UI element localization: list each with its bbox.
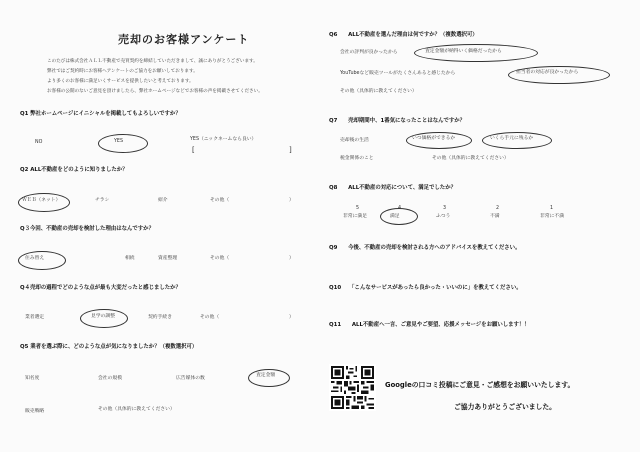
intro-line-3: より多くのお客様に満足いくサービスを提供したいと考えております。 <box>47 79 194 84</box>
q3-opt-other[interactable]: その他（ <box>210 256 230 261</box>
q4-label: Q４売却の過程でどのような点が最も大変だったと感じましたか？ <box>20 285 181 291</box>
q8-label-very-satisfied[interactable]: 非常に満足 <box>343 214 367 219</box>
q9-label: Q9 今後、不動産の売却を検討される方へのアドバイスを教えてください。 <box>329 245 521 251</box>
thank-you-message: ご協力ありがとうございました。 <box>454 403 556 411</box>
q1-bracket-right: ] <box>289 146 292 154</box>
q6-label: Q6 ALL不動産を選んだ理由は何ですか？（複数選択可） <box>329 32 478 38</box>
q6-opt-reputation[interactable]: 会社の評判が良かったから <box>340 50 398 55</box>
intro-line-1: このたびは株式会社ＡＬＬ不動産で売買契約を締結していただきまして、誠にありがとうございます。 <box>47 59 258 64</box>
q7-opt-life[interactable]: 売却後の生活 <box>340 138 369 143</box>
q7-label: Q7 売却期間中、1番気になったことはなんですか？ <box>329 118 466 124</box>
q2-label: Q2 ALL不動産をどのように知りましたか？ <box>20 167 128 173</box>
q8-num-2: 2 <box>496 206 500 211</box>
q7-opt-when[interactable]: いつ価格ができるか <box>412 136 456 141</box>
q8-label-satisfied[interactable]: 満足 <box>390 214 400 219</box>
q4-opt-other[interactable]: その他（ <box>200 315 220 320</box>
q1-bracket-left: [ <box>192 146 195 154</box>
q5-opt-strategy[interactable]: 販売戦略 <box>25 409 45 414</box>
qr-code-icon[interactable] <box>329 364 376 411</box>
q4-other-close: ） <box>289 315 294 320</box>
q8-label: Q8 ALL不動産の対応について、満足でしたか？ <box>329 185 456 191</box>
q5-opt-media[interactable]: 広告媒体の数 <box>176 376 205 381</box>
q4-opt-agent[interactable]: 業者選定 <box>25 315 45 320</box>
q5-opt-other[interactable]: その他（具体的に教えてください） <box>98 407 175 412</box>
q1-opt-yes-nickname[interactable]: YES（ニックネームなら良い） <box>190 137 257 142</box>
q8-num-4: 4 <box>398 206 402 211</box>
google-review-request: Googleの口コミ投稿にご意見・ご感想をお願いいたします。 <box>385 381 575 389</box>
q5-opt-assessment[interactable]: 査定金額 <box>256 373 276 378</box>
q6-opt-staff[interactable]: 担当者の対応が良かったから <box>516 70 579 75</box>
intro-line-2: 弊社ではご契約時にお客様へアンケートのご協力をお願いしております。 <box>47 69 198 74</box>
q2-other-close: ） <box>289 198 294 203</box>
q3-opt-asset[interactable]: 資産整理 <box>158 256 178 261</box>
q5-opt-size[interactable]: 会社の規模 <box>98 376 122 381</box>
q4-opt-viewing[interactable]: 見学の調整 <box>91 314 115 319</box>
q8-label-dissatisfied[interactable]: 不満 <box>490 214 500 219</box>
q2-opt-other[interactable]: その他（ <box>210 198 230 203</box>
q5-opt-fame[interactable]: 知名度 <box>25 376 40 381</box>
q8-num-3: 3 <box>443 206 447 211</box>
q8-label-normal[interactable]: ふつう <box>436 214 451 219</box>
q2-opt-web[interactable]: ＷＥＢ（ネット） <box>22 198 61 203</box>
intro-line-4: お客様の公開のないご意見を頂けましたら、弊社ホームページなどでお客様の声を掲載させてください。 <box>47 89 263 94</box>
q7-opt-tax[interactable]: 税金関係のこと <box>340 156 374 161</box>
q3-opt-inheritance[interactable]: 相続 <box>125 256 135 261</box>
q8-num-1: 1 <box>550 206 554 211</box>
q7-opt-other[interactable]: その他（具体的に教えてください） <box>432 156 509 161</box>
q6-opt-other[interactable]: その他（具体的に教えてください） <box>340 89 417 94</box>
q2-opt-flyer[interactable]: チラシ <box>95 198 110 203</box>
survey-title: 売却のお客様アンケート <box>118 33 250 46</box>
q6-opt-youtube[interactable]: YouTubeなど販売ツールがたくさんあると感じたから <box>340 71 456 76</box>
q8-label-very-dissatisfied[interactable]: 非常に不満 <box>540 214 564 219</box>
q1-opt-no[interactable]: NO <box>35 140 43 145</box>
q11-label: Q11 ALL不動産へ一言、ご意見やご要望、応援メッセージをお願いします！！ <box>329 322 530 328</box>
q4-opt-contract[interactable]: 契約手続き <box>148 315 172 320</box>
q8-num-5: 5 <box>356 206 360 211</box>
q7-opt-howmuch[interactable]: いくら手元に残るか <box>490 136 534 141</box>
q1-opt-yes[interactable]: YES <box>114 139 124 144</box>
q2-opt-referral[interactable]: 紹介 <box>158 198 168 203</box>
q5-label: Q5 業者を選ぶ際に、どのような点が気になりましたか？（複数選択可） <box>20 344 198 350</box>
q3-opt-relocation[interactable]: 住み替え <box>25 256 45 261</box>
q1-label: Q1 弊社ホームページにイニシャルを掲載してもよろしいですか？ <box>20 111 181 117</box>
q3-label: Q３今回、不動産の売却を検討した理由はなんですか？ <box>20 226 154 232</box>
q3-other-close: ） <box>289 256 294 261</box>
q10-label: Q10 「こんなサービスがあったら良かった・いいのに」を教えてください。 <box>329 285 522 291</box>
q6-opt-price[interactable]: 査定金額が納得いく価格だったから <box>425 49 502 54</box>
